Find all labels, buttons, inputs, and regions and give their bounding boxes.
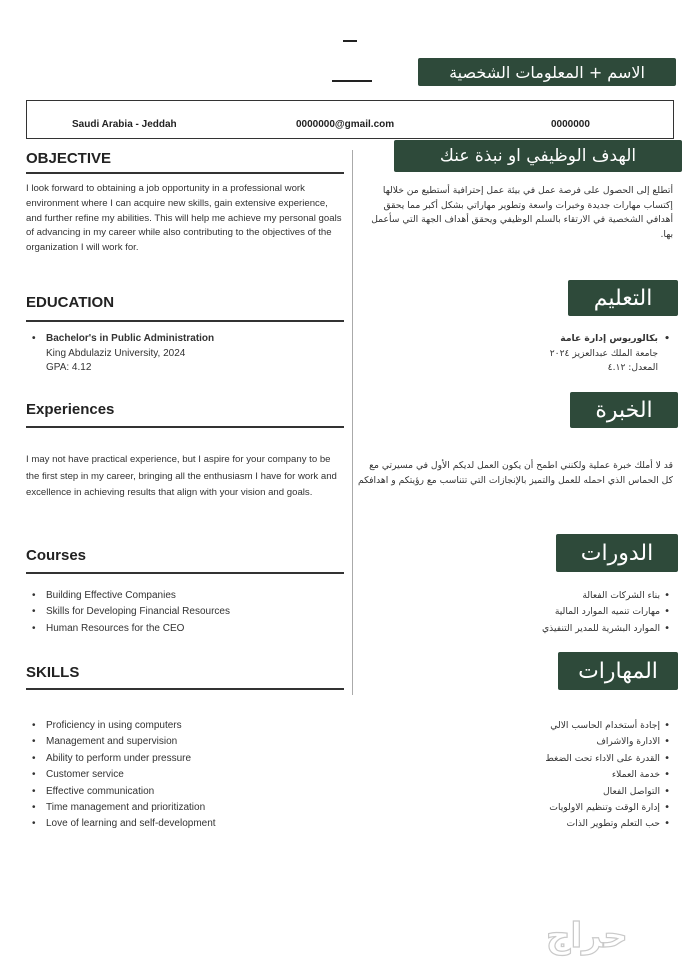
- gpa-ar: المعدل: ٤.١٢: [607, 362, 658, 373]
- skill-item-ar: • إجادة أستخدام الحاسب الالي: [545, 718, 672, 734]
- experiences-title: Experiences: [26, 401, 115, 418]
- objective-label: [394, 140, 682, 172]
- bullet-ar: •: [664, 333, 670, 344]
- email-text: 0000000@gmail.com: [296, 119, 395, 130]
- courses-rule: [26, 572, 344, 574]
- course-item-ar: • مهارات تنميه الموارد المالية: [542, 604, 672, 620]
- degree-ar: [420, 332, 670, 347]
- courses-list-en: [26, 588, 230, 637]
- top-dash: [343, 40, 357, 42]
- experiences-label: [570, 392, 678, 428]
- skill-item-ar: • إدارة الوقت وتنظيم الاولويات: [545, 800, 672, 816]
- skill-item-ar: • الادارة والاشراف: [545, 734, 672, 750]
- skill-item-en: • Effective communication: [26, 784, 216, 800]
- education-title: EDUCATION: [26, 294, 115, 311]
- haraj-watermark: [546, 916, 628, 956]
- courses-list-ar: [542, 588, 672, 637]
- courses-label-text: الدورات: [580, 540, 654, 566]
- personal-info-label-text: الاسم + المعلومات الشخصية: [449, 62, 645, 82]
- education-label: [568, 280, 678, 316]
- phone-text: 0000000: [551, 119, 590, 130]
- personal-info-label: [418, 58, 676, 86]
- course-item-en: • Skills for Developing Financial Resources: [26, 604, 230, 620]
- header-left-rule: [26, 100, 27, 138]
- header-right-rule: [673, 100, 674, 138]
- header-bottom-rule: [26, 138, 674, 139]
- skill-item-en: • Time management and prioritization: [26, 800, 216, 816]
- degree-en: [32, 332, 214, 347]
- location-text: Saudi Arabia - Jeddah: [72, 119, 177, 130]
- skill-item-en: • Ability to perform under pressure: [26, 751, 216, 767]
- experiences-label-text: الخبرة: [595, 397, 653, 423]
- objective-text-en: I look forward to obtaining a job opportunity in a professional work environment where I can acquire new skills, gain extensive experience, and further refine my abilities. This will help me achieve my personal goals of advancing in my career while also contributing to the objectives of the organization I will work for.: [26, 183, 342, 254]
- center-divider: [352, 150, 353, 695]
- top-dash-2: [332, 80, 372, 82]
- skill-item-en: • Love of learning and self-development: [26, 816, 216, 832]
- objective-title: OBJECTIVE: [26, 150, 112, 167]
- education-rule: [26, 320, 344, 322]
- course-item-ar: • الموارد البشرية للمدير التنفيذي: [542, 621, 672, 637]
- experiences-rule: [26, 426, 344, 428]
- skill-item-ar: • خدمة العملاء: [545, 767, 672, 783]
- course-item-ar: • بناء الشركات الفعالة: [542, 588, 672, 604]
- skills-label: [558, 652, 678, 690]
- watermark-text: حراج: [546, 916, 628, 956]
- courses-title: Courses: [26, 547, 87, 564]
- gpa-en: GPA: 4.12: [46, 362, 92, 373]
- university-en: King Abdulaziz University, 2024: [46, 347, 186, 359]
- skill-item-ar: • التواصل الفعال: [545, 784, 672, 800]
- course-item-en: • Building Effective Companies: [26, 588, 230, 604]
- objective-rule: [26, 172, 344, 174]
- courses-label: [556, 534, 678, 572]
- education-entry-ar: [420, 332, 670, 376]
- skill-item-en: • Proficiency in using computers: [26, 718, 216, 734]
- skills-title: SKILLS: [26, 664, 80, 681]
- course-item-en: • Human Resources for the CEO: [26, 621, 230, 637]
- skill-item-en: • Customer service: [26, 767, 216, 783]
- header-top-rule: [26, 100, 674, 101]
- experiences-text-en: I may not have practical experience, but I aspire for your company to be the first step in my career, bringing all the enthusiasm I have for work and excellence in achieving results that align with your vision and goals.: [26, 454, 337, 498]
- skill-item-en: • Management and supervision: [26, 734, 216, 750]
- skill-item-ar: • القدرة على الاداء تحت الضغط: [545, 751, 672, 767]
- skills-rule: [26, 688, 344, 690]
- experiences-text-ar: قد لا أملك خبرة عملية ولكنني اطمح أن يكون العمل لديكم الأول في مسيرتي مع كل الحماس الذي احمله للعمل والتميز بالإنجازات التي تتناسب مع رؤيتكم و اهدافكم: [357, 460, 673, 486]
- university-ar: جامعة الملك عبدالعزيز ٢٠٢٤: [549, 347, 658, 359]
- education-entry-en: [32, 332, 214, 376]
- objective-text-ar: أتطلع إلى الحصول على فرصة عمل في بيئة عمل إحترافية أستطيع من خلالها إكتساب مهارات جديدة وخبرات واسعة وتطوير مهاراتي بشكل أكبر مما يحقق أهدافي الشخصية في الارتقاء بالسلم الوظيفي ويحقق أهداف الجهة التي سأعمل بها.: [371, 185, 673, 240]
- degree-en-text: Bachelor's in Public Administration: [46, 333, 215, 344]
- skills-list-en: [26, 718, 216, 833]
- skills-list-ar: [545, 718, 672, 833]
- degree-ar-text: بكالوريوس إدارة عامة: [560, 333, 658, 344]
- skills-label-text: المهارات: [578, 658, 658, 684]
- objective-label-text: الهدف الوظيفي او نبذة عنك: [439, 146, 637, 166]
- skill-item-ar: • حب التعلم وتطوير الذات: [545, 816, 672, 832]
- bullet: •: [32, 333, 36, 344]
- education-label-text: التعليم: [593, 285, 653, 311]
